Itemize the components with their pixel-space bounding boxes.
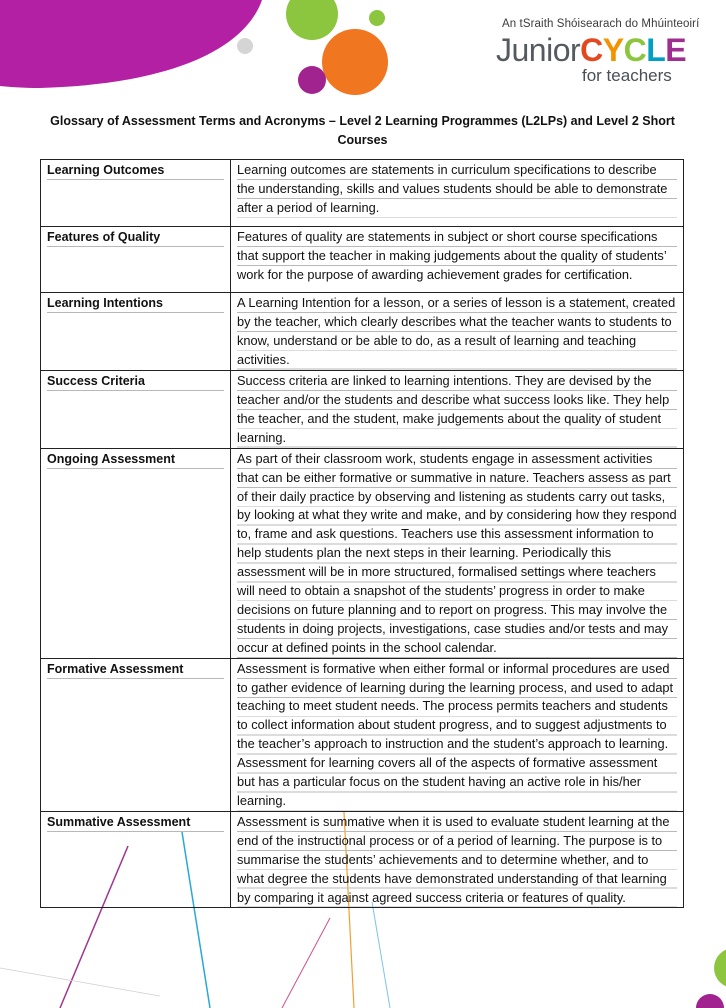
- glossary-definition-cell: [231, 160, 684, 227]
- glossary-definition-cell: [231, 371, 684, 449]
- grey-dot: [237, 38, 253, 54]
- glossary-term-cell: [41, 658, 231, 811]
- glossary-term: Features of Quality: [47, 228, 224, 247]
- glossary-row: [41, 811, 684, 908]
- glossary-term: Formative Assessment: [47, 660, 224, 679]
- glossary-term: Success Criteria: [47, 372, 224, 391]
- glossary-definition: A Learning Intention for a lesson, or a series of lesson is a statement, created by the teacher, which clearly describes what the teacher wants to students to know, understand or be able to do, as a result of learning and teaching activities.: [237, 294, 677, 370]
- glossary-definition-cell: [231, 293, 684, 371]
- document-title: Glossary of Assessment Terms and Acronyms – Level 2 Learning Programmes (L2LPs) and Level 2 Short Courses: [50, 114, 675, 147]
- green-dot-large: [286, 0, 338, 40]
- glossary-term: Summative Assessment: [47, 813, 224, 832]
- pink-line: [282, 918, 330, 1008]
- glossary-table: [40, 159, 684, 908]
- glossary-definition: Assessment is formative when either formal or informal procedures are used to gather evidence of learning during the learning process, and used to adapt teaching to meet student needs. The process permits teachers and students to collect information about student progress, and to suggest adjustments to the teacher’s approach to instruction and the student’s approach to learning. Assessment for learning covers all of the aspects of formative assessment but has a particular focus on the student having an active role in his/her learning.: [237, 660, 677, 811]
- glossary-definition: As part of their classroom work, students engage in assessment activities that can be either formative or summative in nature. Teachers assess as part of their daily practice by observing and listening as students carry out tasks, by looking at what they write and make, and by considering how they respond to, frame and ask questions. Teachers use this assessment information to help students plan the next steps in their learning. Periodically this assessment will be in more structured, formalised settings where teachers will need to obtain a snapshot of the students’ progress in order to make decisions on future planning and to report on progress. This may involve the students in doing projects, investigations, case studies and/or tests and may occur at defined points in the school calendar.: [237, 450, 677, 658]
- purple-dot: [298, 66, 326, 94]
- glossary-term-cell: [41, 448, 231, 658]
- glossary-term: Learning Intentions: [47, 294, 224, 313]
- glossary-row: [41, 226, 684, 293]
- irish-tagline: An tSraith Shóisearach do Mhúinteoirí: [502, 18, 700, 30]
- brand-cycle-letter: E: [665, 32, 687, 68]
- brand-cycle-letter: Y: [602, 32, 624, 68]
- glossary-definition: Assessment is summative when it is used to evaluate student learning at the end of the instructional process or of a period of learning. The purpose is to summarise the students’ achievements and to determine whether, and to what degree the students have demonstrated understanding of that learning by comparing it against agreed success criteria or features of quality.: [237, 813, 677, 908]
- glossary-row: [41, 371, 684, 449]
- purple-edge-dot: [696, 994, 724, 1008]
- glossary-term-cell: [41, 293, 231, 371]
- glossary-row: [41, 658, 684, 811]
- green-edge-dot: [714, 948, 726, 988]
- glossary-term-cell: [41, 371, 231, 449]
- brand-cycle-letter: C: [580, 32, 603, 68]
- glossary-definition-cell: [231, 811, 684, 908]
- glossary-definition: Success criteria are linked to learning intentions. They are devised by the teacher and/or the students and describe what success looks like. They help the teacher, and the student, make judgements about the quality of student learning.: [237, 372, 677, 448]
- brand-cycle-letter: L: [646, 32, 666, 68]
- glossary-row: [41, 448, 684, 658]
- brand-cycle-letter: C: [623, 32, 647, 68]
- green-dot-small: [369, 10, 385, 26]
- glossary-definition-cell: [231, 226, 684, 293]
- cyan-line-2: [372, 902, 390, 1008]
- glossary-definition: Features of quality are statements in subject or short course specifications that support the teacher in making judgements about the quality of students’ work for the purpose of awarding achievement grades for certification.: [237, 228, 677, 285]
- grey-line: [0, 968, 160, 996]
- glossary-term-cell: [41, 811, 231, 908]
- glossary-term-cell: [41, 226, 231, 293]
- purple-swoosh-shape: [0, 0, 262, 88]
- glossary-term: Learning Outcomes: [47, 161, 224, 180]
- junior-cycle-logo: [496, 18, 706, 86]
- brand-junior: Junior: [496, 32, 581, 68]
- glossary-definition: Learning outcomes are statements in curriculum specifications to describe the understanding, skills and values students should be able to demonstrate after a period of learning.: [237, 161, 677, 218]
- glossary-row: [41, 293, 684, 371]
- glossary-term: Ongoing Assessment: [47, 450, 224, 469]
- glossary-row: [41, 160, 684, 227]
- orange-dot: [322, 29, 388, 95]
- brand-wordmark: [496, 32, 706, 68]
- brand-subtitle: for teachers: [582, 66, 672, 85]
- glossary-definition-cell: [231, 658, 684, 811]
- glossary-term-cell: [41, 160, 231, 227]
- glossary-definition-cell: [231, 448, 684, 658]
- brand-cycle: [580, 32, 686, 68]
